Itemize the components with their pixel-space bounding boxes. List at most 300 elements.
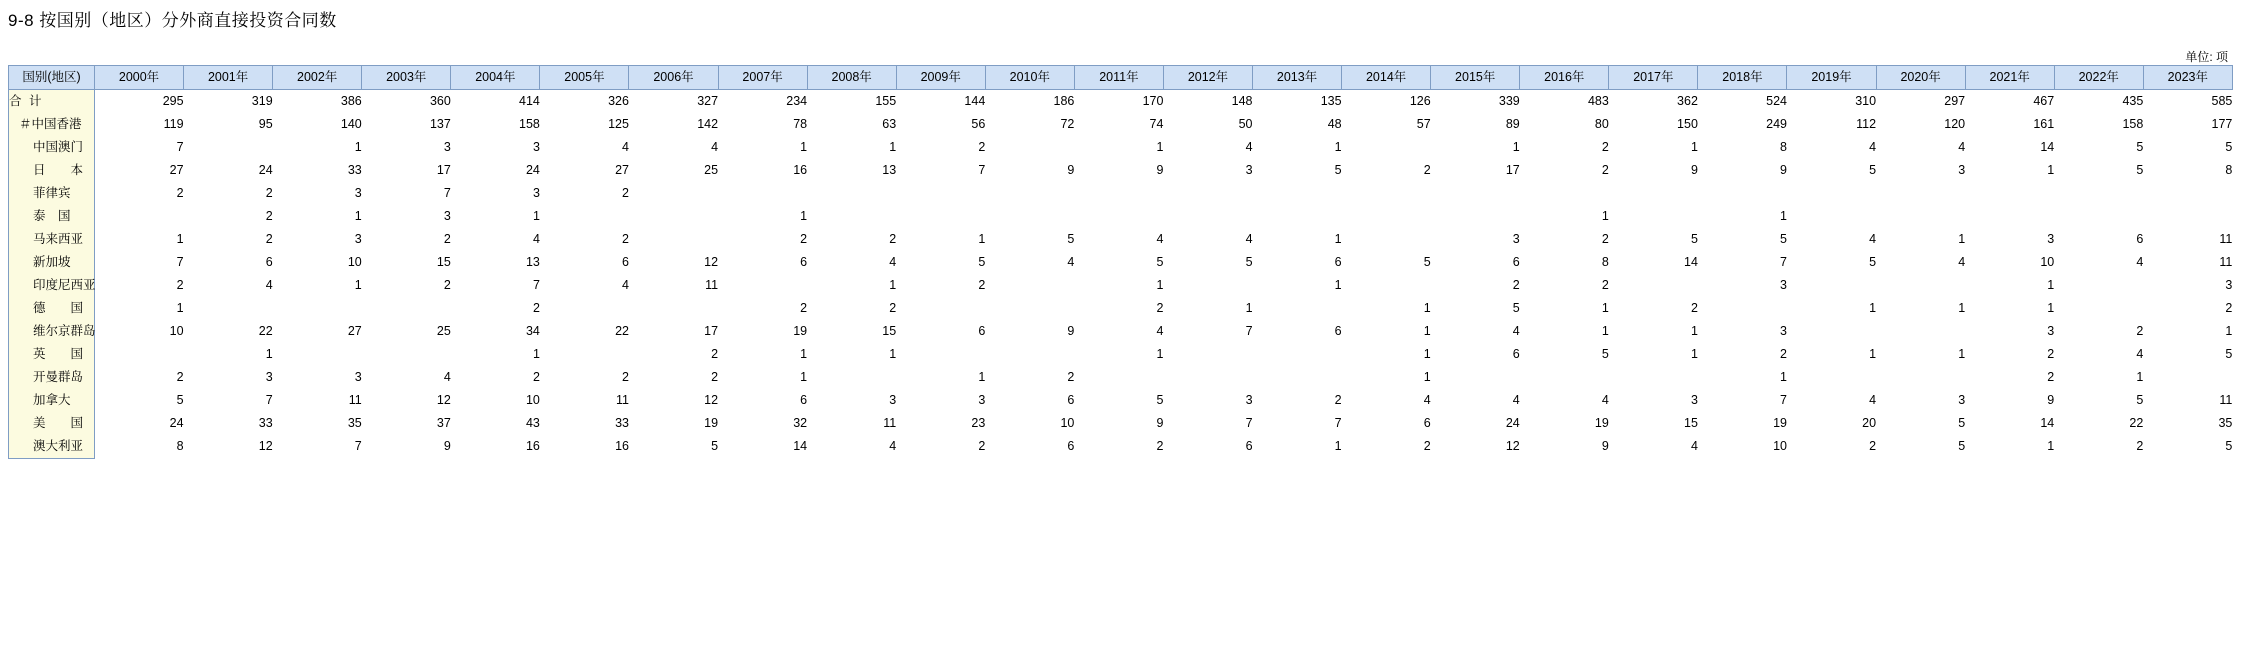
data-cell: 5 (2225, 439, 2233, 454)
column-header-year: 2014年 (1342, 66, 1431, 90)
data-cell: 1 (1869, 301, 1877, 315)
data-cell: 234 (786, 94, 808, 108)
data-cell: 1 (1690, 347, 1698, 361)
data-cell (2054, 205, 2143, 228)
data-cell: 13 (882, 163, 897, 177)
data-cell: 1 (1690, 324, 1698, 338)
data-cell: 5 (2136, 140, 2144, 154)
table-row (9, 297, 2233, 320)
data-cell: 2 (622, 370, 629, 384)
data-cell: 3 (2047, 324, 2055, 338)
data-cell (1253, 205, 1342, 228)
data-cell (2054, 182, 2143, 205)
data-cell: 1 (1334, 140, 1342, 154)
data-cell: 24 (525, 163, 540, 177)
data-cell: 524 (1766, 94, 1787, 108)
data-cell: 7 (1334, 416, 1342, 430)
data-cell: 1 (1156, 278, 1164, 292)
data-cell: 161 (2033, 117, 2055, 131)
data-cell: 12 (704, 255, 719, 269)
data-cell: 1 (176, 232, 184, 246)
row-label-cell (9, 343, 95, 366)
data-cell: 11 (615, 393, 629, 407)
data-cell: 3 (2047, 232, 2055, 246)
row-label-cell (9, 320, 95, 343)
data-cell: 177 (2211, 117, 2233, 131)
data-cell: 5 (2136, 163, 2144, 177)
data-cell (1431, 366, 1520, 389)
data-cell (1163, 343, 1252, 366)
data-cell: 3 (443, 209, 451, 223)
data-cell: 2 (889, 301, 897, 315)
data-cell (985, 297, 1074, 320)
data-cell: 3 (1780, 324, 1787, 338)
row-label: ＃中国香港 (19, 117, 82, 131)
table-row (9, 159, 2233, 182)
data-cell: 24 (1505, 416, 1520, 430)
data-cell: 4 (1423, 393, 1431, 407)
data-cell: 7 (1245, 324, 1253, 338)
data-cell: 3 (354, 186, 362, 200)
data-cell: 295 (162, 94, 184, 108)
column-header-year: 2015年 (1431, 66, 1520, 90)
data-cell: 1 (800, 140, 808, 154)
data-cell: 7 (443, 186, 451, 200)
data-cell: 2 (800, 301, 808, 315)
data-cell (540, 205, 629, 228)
data-cell: 5 (711, 439, 719, 454)
data-cell: 10 (169, 324, 184, 338)
data-cell: 7 (978, 163, 986, 177)
row-label: 维尔京群岛 (33, 324, 96, 338)
table-row (9, 182, 2233, 205)
data-cell: 1 (2047, 278, 2055, 292)
data-cell: 5 (978, 255, 986, 269)
data-cell: 10 (347, 255, 362, 269)
data-cell: 5 (1958, 416, 1966, 430)
data-cell: 2 (2047, 347, 2055, 361)
unit-note: 单位: 项 (2185, 50, 2228, 64)
data-cell (1342, 136, 1431, 159)
table-row (9, 136, 2233, 159)
data-cell: 2 (265, 186, 273, 200)
data-cell: 10 (1773, 439, 1787, 454)
data-cell: 2 (622, 186, 629, 200)
data-cell (362, 343, 451, 366)
data-cell: 12 (1505, 439, 1520, 454)
data-cell (1253, 182, 1342, 205)
data-cell: 327 (697, 94, 719, 108)
column-header-year: 2005年 (540, 66, 629, 90)
data-cell: 326 (608, 94, 629, 108)
data-cell: 1 (889, 140, 897, 154)
data-cell (1163, 182, 1252, 205)
data-cell: 249 (1766, 117, 1787, 131)
data-cell: 33 (615, 416, 629, 430)
data-cell: 4 (532, 232, 540, 246)
data-cell: 1 (1423, 324, 1431, 338)
data-cell: 6 (1067, 393, 1075, 407)
data-cell: 32 (793, 416, 808, 430)
data-cell: 2 (1601, 163, 1609, 177)
data-cell: 23 (971, 416, 986, 430)
data-cell: 2 (1423, 439, 1431, 454)
data-cell: 7 (265, 393, 273, 407)
data-cell (1253, 343, 1342, 366)
data-cell: 2 (1601, 140, 1609, 154)
data-cell: 4 (1869, 232, 1877, 246)
data-cell: 112 (1856, 117, 1877, 131)
column-header-year: 2018年 (1698, 66, 1787, 90)
data-cell: 2 (1869, 439, 1877, 454)
data-cell: 5 (1690, 232, 1698, 246)
column-header-year: 2021年 (1965, 66, 2054, 90)
data-cell: 1 (800, 347, 808, 361)
data-cell: 1 (889, 347, 897, 361)
data-cell: 17 (704, 324, 719, 338)
row-label: 澳大利亚 (33, 439, 84, 453)
data-cell: 22 (258, 324, 273, 338)
data-cell: 15 (1684, 416, 1698, 430)
data-cell: 5 (1245, 255, 1253, 269)
data-cell: 6 (1423, 416, 1431, 430)
data-cell: 1 (354, 209, 362, 223)
data-cell: 5 (2225, 140, 2233, 154)
data-cell: 10 (2040, 255, 2055, 269)
data-cell: 11 (705, 278, 719, 292)
data-cell: 72 (1060, 117, 1075, 131)
data-cell: 135 (1320, 94, 1342, 108)
data-cell (1074, 205, 1163, 228)
data-cell: 2 (176, 278, 184, 292)
table-row (9, 113, 2233, 136)
data-cell: 1 (2136, 370, 2144, 384)
row-label-cell (9, 90, 95, 114)
column-header-year: 2019年 (1787, 66, 1876, 90)
data-cell: 6 (800, 255, 808, 269)
data-cell: 4 (889, 439, 897, 454)
data-cell: 4 (1958, 255, 1966, 269)
column-header-year: 2007年 (718, 66, 807, 90)
data-cell (896, 343, 985, 366)
data-cell: 4 (622, 278, 629, 292)
data-cell: 8 (1780, 140, 1787, 154)
data-cell (1965, 205, 2054, 228)
column-header-year: 2011年 (1074, 66, 1163, 90)
data-cell: 5 (1512, 301, 1520, 315)
data-cell: 2 (532, 370, 540, 384)
data-cell: 7 (176, 255, 184, 269)
data-cell: 1 (1334, 439, 1342, 454)
data-cell: 155 (875, 94, 897, 108)
table-row (9, 435, 2233, 459)
data-cell: 22 (2129, 416, 2144, 430)
data-cell: 158 (2122, 117, 2144, 131)
data-cell: 1 (354, 140, 362, 154)
data-cell (1787, 182, 1876, 205)
column-header-year: 2020年 (1876, 66, 1965, 90)
data-cell: 20 (1862, 416, 1877, 430)
data-cell: 3 (354, 370, 362, 384)
data-cell: 2 (1512, 278, 1520, 292)
statistics-table-container (8, 65, 2232, 459)
data-cell: 360 (429, 94, 451, 108)
table-row (9, 205, 2233, 228)
data-cell: 1 (1156, 140, 1164, 154)
data-cell: 1 (1245, 301, 1253, 315)
data-cell: 119 (163, 117, 184, 131)
table-row (9, 274, 2233, 297)
data-cell: 3 (889, 393, 897, 407)
data-cell: 1 (1958, 347, 1966, 361)
data-cell: 2 (711, 370, 719, 384)
column-header-year: 2002年 (273, 66, 362, 90)
data-cell: 144 (964, 94, 986, 108)
data-cell (1163, 205, 1252, 228)
row-label: 泰 国 (33, 209, 71, 223)
data-cell (629, 228, 718, 251)
data-cell: 5 (1156, 393, 1164, 407)
data-cell: 2 (1334, 393, 1342, 407)
data-cell (184, 136, 273, 159)
data-cell (2143, 366, 2232, 389)
data-cell: 4 (1245, 140, 1253, 154)
data-cell: 3 (978, 393, 986, 407)
row-label: 新加坡 (33, 255, 71, 269)
data-cell (807, 182, 896, 205)
row-label: 合 计 (9, 94, 44, 108)
data-cell: 4 (2136, 347, 2144, 361)
data-cell: 10 (1060, 416, 1075, 430)
row-label-cell (9, 297, 95, 320)
data-cell (1431, 182, 1520, 205)
data-cell: 5 (1601, 347, 1609, 361)
data-cell (1876, 274, 1965, 297)
data-cell: 9 (1067, 163, 1075, 177)
data-cell (540, 343, 629, 366)
row-label-cell (9, 435, 95, 459)
data-cell (985, 136, 1074, 159)
data-cell (807, 205, 896, 228)
column-header-year: 2008年 (807, 66, 896, 90)
column-header-year: 2004年 (451, 66, 540, 90)
data-cell (1698, 182, 1787, 205)
data-cell (184, 297, 273, 320)
data-cell: 35 (2218, 416, 2233, 430)
data-cell (2143, 182, 2232, 205)
table-row (9, 228, 2233, 251)
data-cell: 2 (176, 370, 184, 384)
column-header-category: 国别(地区) (9, 66, 95, 90)
data-cell: 3 (1958, 163, 1966, 177)
data-cell: 9 (1780, 163, 1787, 177)
data-cell: 19 (704, 416, 719, 430)
data-cell (273, 297, 362, 320)
data-cell: 27 (169, 163, 184, 177)
data-cell: 5 (1958, 439, 1966, 454)
data-cell (1074, 366, 1163, 389)
data-cell: 1 (1334, 232, 1342, 246)
data-cell (629, 297, 718, 320)
data-cell: 362 (1677, 94, 1698, 108)
row-label-cell (9, 113, 95, 136)
data-cell: 7 (1245, 416, 1253, 430)
data-cell: 2 (1156, 439, 1164, 454)
data-cell: 16 (525, 439, 540, 454)
data-cell: 9 (1156, 163, 1164, 177)
data-cell: 3 (265, 370, 273, 384)
data-cell: 17 (436, 163, 451, 177)
row-label: 日 本 (33, 163, 84, 177)
statistics-table (8, 65, 2233, 459)
data-cell: 5 (1156, 255, 1164, 269)
data-cell: 3 (532, 186, 540, 200)
data-cell (2054, 297, 2143, 320)
data-cell: 2 (1601, 278, 1609, 292)
data-cell: 3 (1245, 163, 1253, 177)
data-cell (1342, 274, 1431, 297)
data-cell: 19 (1594, 416, 1609, 430)
data-cell (1965, 182, 2054, 205)
data-cell: 4 (622, 140, 629, 154)
data-cell: 34 (525, 324, 540, 338)
column-header-year: 2022年 (2054, 66, 2143, 90)
data-cell (2054, 274, 2143, 297)
data-cell: 56 (971, 117, 986, 131)
data-cell: 74 (1149, 117, 1164, 131)
data-cell: 4 (443, 370, 451, 384)
data-cell: 25 (704, 163, 719, 177)
data-cell: 1 (978, 370, 986, 384)
data-cell: 1 (2225, 324, 2233, 338)
data-cell (1342, 228, 1431, 251)
data-cell: 13 (525, 255, 540, 269)
data-cell: 3 (1245, 393, 1253, 407)
data-cell: 6 (1245, 439, 1253, 454)
data-cell: 3 (1690, 393, 1698, 407)
data-cell: 4 (1869, 140, 1877, 154)
table-row (9, 412, 2233, 435)
data-cell: 414 (519, 94, 540, 108)
data-cell: 2 (800, 232, 808, 246)
data-cell: 319 (251, 94, 273, 108)
row-label: 印度尼西亚 (33, 278, 96, 292)
data-cell: 9 (1156, 416, 1164, 430)
data-cell: 6 (800, 393, 808, 407)
data-cell: 4 (1690, 439, 1698, 454)
column-header-year: 2010年 (985, 66, 1074, 90)
data-cell: 1 (176, 301, 184, 315)
data-cell: 4 (1601, 393, 1609, 407)
data-cell: 2 (176, 186, 184, 200)
data-cell (1520, 366, 1609, 389)
data-cell: 3 (1512, 232, 1520, 246)
data-cell (1163, 366, 1252, 389)
table-row (9, 251, 2233, 274)
data-cell (273, 343, 362, 366)
data-cell: 5 (2225, 347, 2233, 361)
data-cell: 1 (2047, 439, 2055, 454)
data-cell (896, 182, 985, 205)
data-cell: 2 (978, 140, 986, 154)
data-cell: 150 (1677, 117, 1698, 131)
data-cell (1253, 366, 1342, 389)
data-cell (95, 205, 184, 228)
data-cell (985, 274, 1074, 297)
data-cell: 1 (2047, 163, 2055, 177)
row-label: 马来西亚 (33, 232, 84, 246)
data-cell: 48 (1327, 117, 1342, 131)
data-cell: 2 (978, 278, 986, 292)
data-cell: 9 (1601, 439, 1609, 454)
data-cell: 137 (429, 117, 451, 131)
data-cell: 386 (340, 94, 362, 108)
data-cell: 1 (1334, 278, 1342, 292)
data-cell: 435 (2122, 94, 2144, 108)
data-cell: 5 (1869, 163, 1877, 177)
row-label: 英 国 (33, 347, 84, 361)
data-cell: 1 (1601, 301, 1609, 315)
data-cell: 9 (1067, 324, 1075, 338)
data-cell: 126 (1409, 94, 1431, 108)
data-cell: 186 (1053, 94, 1075, 108)
data-cell: 3 (354, 232, 362, 246)
data-cell: 5 (1334, 163, 1342, 177)
data-cell: 158 (519, 117, 540, 131)
data-cell (362, 297, 451, 320)
data-cell: 3 (532, 140, 540, 154)
column-header-year: 2001年 (184, 66, 273, 90)
data-cell: 1 (1512, 140, 1520, 154)
row-label-cell (9, 136, 95, 159)
data-cell: 24 (258, 163, 273, 177)
data-cell: 25 (436, 324, 451, 338)
row-label-cell (9, 159, 95, 182)
data-cell: 1 (1958, 301, 1966, 315)
data-cell (1609, 274, 1698, 297)
row-label: 中国澳门 (33, 140, 84, 154)
data-cell (985, 343, 1074, 366)
data-cell: 5 (1780, 232, 1787, 246)
data-cell: 4 (265, 278, 273, 292)
data-cell: 3 (2225, 278, 2233, 292)
data-cell: 1 (1423, 370, 1431, 384)
data-cell: 1 (1601, 324, 1609, 338)
data-cell (1342, 205, 1431, 228)
data-cell (1787, 366, 1876, 389)
data-cell: 6 (1334, 324, 1342, 338)
data-cell: 63 (882, 117, 897, 131)
data-cell: 125 (608, 117, 629, 131)
data-cell: 43 (525, 416, 540, 430)
data-cell (807, 366, 896, 389)
row-label: 美 国 (33, 416, 84, 430)
data-cell: 2 (2136, 324, 2144, 338)
data-cell: 11 (348, 393, 362, 407)
column-header-year: 2016年 (1520, 66, 1609, 90)
row-label-cell (9, 251, 95, 274)
data-cell: 2 (2047, 370, 2055, 384)
column-header-year: 2013年 (1253, 66, 1342, 90)
data-cell: 12 (258, 439, 273, 454)
data-cell (1431, 205, 1520, 228)
row-label-cell (9, 205, 95, 228)
data-cell: 2 (532, 301, 540, 315)
data-cell: 5 (1067, 232, 1075, 246)
data-cell: 310 (1855, 94, 1877, 108)
data-cell: 24 (169, 416, 184, 430)
data-cell: 1 (354, 278, 362, 292)
